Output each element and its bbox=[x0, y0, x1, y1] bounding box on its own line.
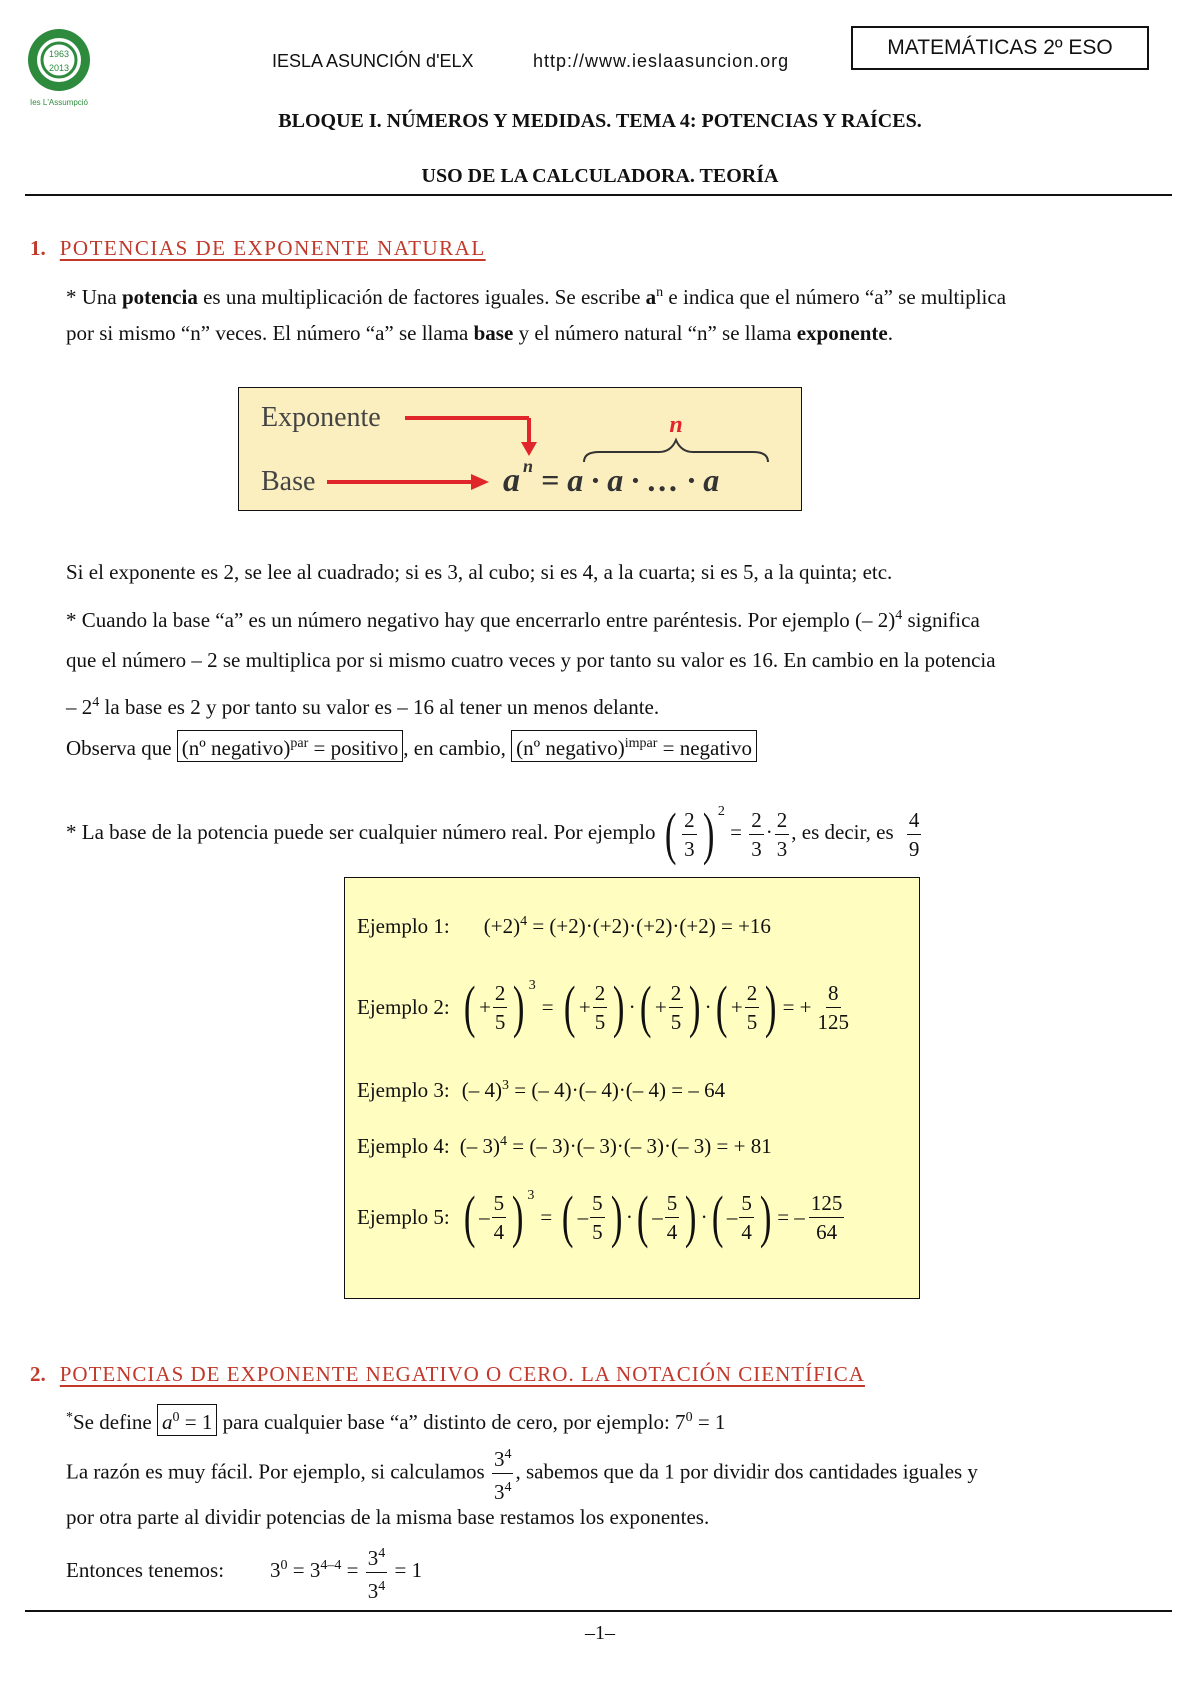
section2-p3: por otra parte al dividir potencias de la misma base restamos los exponentes. bbox=[66, 1505, 710, 1529]
text: para cualquier base “a” distinto de cero, por ejemplo: 7 bbox=[217, 1410, 686, 1434]
sign: + bbox=[654, 994, 667, 1019]
paren-left: ( bbox=[636, 1184, 649, 1249]
section2-p1 bbox=[66, 1403, 725, 1437]
dot: · bbox=[628, 994, 636, 1019]
sign: + bbox=[730, 994, 743, 1019]
section1-p1 bbox=[66, 278, 1006, 312]
text: , en cambio, bbox=[403, 736, 512, 760]
school-logo bbox=[26, 27, 92, 109]
denominator: 3 bbox=[751, 836, 762, 861]
fraction bbox=[492, 1441, 514, 1506]
sup: 4 bbox=[378, 1545, 386, 1561]
diagram-formula-a: a bbox=[503, 462, 520, 499]
text: = 1 bbox=[179, 1410, 213, 1434]
denominator: 5 bbox=[494, 1009, 506, 1034]
fraction bbox=[816, 979, 852, 1036]
school-url[interactable]: http://www.ieslaasuncion.org bbox=[533, 51, 790, 71]
sup: 3 bbox=[527, 1188, 535, 1203]
example-label: Ejemplo 3: bbox=[357, 1078, 450, 1102]
expr: (– 4) bbox=[461, 1078, 502, 1102]
numerator: 2 bbox=[749, 806, 764, 835]
paren-left: ( bbox=[463, 1184, 476, 1249]
denominator: 5 bbox=[594, 1009, 606, 1034]
text: la base es 2 y por tanto su valor es – 16 al tener un menos delante. bbox=[99, 695, 660, 719]
section1-title: POTENCIAS DE EXPONENTE NATURAL bbox=[59, 236, 486, 260]
fraction bbox=[493, 979, 508, 1036]
section1-heading bbox=[30, 236, 486, 261]
sign: – bbox=[726, 1204, 738, 1229]
numerator: 8 bbox=[826, 979, 841, 1008]
term-potencia: potencia bbox=[122, 285, 198, 309]
fraction bbox=[749, 806, 764, 863]
dot: · bbox=[704, 994, 712, 1019]
text: e indica que el número “a” se multiplica bbox=[663, 285, 1007, 309]
school-name: IESLA ASUNCIÓN d'ELX bbox=[272, 51, 474, 71]
numerator: 2 bbox=[775, 806, 790, 835]
text: La razón es muy fácil. Por ejemplo, si calculamos bbox=[66, 1459, 490, 1484]
example-1 bbox=[357, 914, 771, 939]
expr: (+2) bbox=[483, 914, 521, 938]
sup: 0 bbox=[280, 1558, 288, 1573]
logo-caption: Ies L'Assumpció bbox=[30, 98, 88, 107]
paren-left: ( bbox=[664, 801, 677, 867]
text: = 1 bbox=[692, 1410, 726, 1434]
paren-right: ) bbox=[610, 1184, 623, 1249]
dot: · bbox=[765, 820, 773, 844]
text: = 1 bbox=[389, 1558, 423, 1582]
base: 3 bbox=[367, 1545, 379, 1570]
diagram-n-label: n bbox=[669, 412, 683, 438]
example-label: Ejemplo 4: bbox=[357, 1134, 450, 1158]
diagram-svg bbox=[239, 388, 803, 512]
numerator: 2 bbox=[745, 979, 760, 1008]
section2-p2 bbox=[66, 1441, 978, 1506]
denominator: 4 bbox=[666, 1219, 678, 1244]
exponent-arrowhead-icon bbox=[521, 442, 537, 456]
diagram-formula-right: = a · a · … · a bbox=[541, 462, 720, 498]
sup: 4 bbox=[520, 914, 528, 929]
section1-number: 1. bbox=[30, 236, 46, 260]
paren-right: ) bbox=[702, 801, 715, 867]
numerator: 5 bbox=[590, 1189, 605, 1218]
fraction bbox=[775, 806, 790, 863]
text: Se define bbox=[73, 1410, 157, 1434]
example-label: Ejemplo 5: bbox=[357, 1204, 450, 1229]
sup: par bbox=[290, 736, 309, 751]
text: y el número natural “n” se llama bbox=[513, 321, 797, 345]
sup: impar bbox=[624, 736, 658, 751]
paren-left: ( bbox=[711, 1184, 724, 1249]
brace-icon bbox=[584, 440, 768, 462]
base-arrowhead-icon bbox=[471, 474, 489, 490]
denominator: 64 bbox=[816, 1219, 838, 1244]
text: = 3 bbox=[287, 1558, 321, 1582]
sup: 2 bbox=[717, 804, 725, 819]
section2-number: 2. bbox=[30, 1362, 46, 1386]
expr: = (– 4)·(– 4)·(– 4) = – 64 bbox=[509, 1078, 726, 1102]
denominator: 4 bbox=[493, 1219, 505, 1244]
sup: 4 bbox=[504, 1447, 512, 1462]
text: (nº negativo) bbox=[181, 736, 291, 760]
section2-p4 bbox=[66, 1536, 422, 1605]
fraction bbox=[809, 1189, 845, 1246]
text: , sabemos que da 1 por dividir dos cantidades iguales y bbox=[515, 1459, 978, 1484]
numerator: 2 bbox=[682, 806, 697, 835]
text: Entonces tenemos: bbox=[66, 1558, 225, 1582]
sup: 4 bbox=[504, 1480, 512, 1495]
sup: 4–4 bbox=[320, 1558, 342, 1573]
section2-title: POTENCIAS DE EXPONENTE NEGATIVO O CERO. LA NOTACIÓN CIENTÍFICA bbox=[59, 1362, 865, 1386]
denominator: 3 bbox=[776, 836, 788, 861]
text: por si mismo “n” veces. El número “a” se llama bbox=[66, 321, 474, 345]
text: significa bbox=[902, 608, 980, 632]
term-a: a bbox=[645, 285, 657, 309]
expr: = (– 3)·(– 3)·(– 3)·(– 3) = + 81 bbox=[507, 1134, 772, 1158]
rule-box-par bbox=[177, 730, 403, 762]
fraction bbox=[366, 1540, 388, 1605]
paren-left: ( bbox=[715, 974, 728, 1039]
equals: = + bbox=[782, 994, 812, 1019]
example-label: Ejemplo 1: bbox=[357, 914, 450, 938]
logo-year-bottom: 2013 bbox=[48, 63, 70, 73]
fraction bbox=[665, 1189, 680, 1246]
numerator: 2 bbox=[593, 979, 608, 1008]
section2-heading bbox=[30, 1362, 865, 1387]
block-title: BLOQUE I. NÚMEROS Y MEDIDAS. TEMA 4: POTENCIAS Y RAÍCES. bbox=[278, 110, 922, 132]
sup: 4 bbox=[895, 608, 903, 623]
fraction bbox=[492, 1189, 507, 1246]
paren-right: ) bbox=[511, 1184, 524, 1249]
paren-left: ( bbox=[639, 974, 652, 1039]
numerator: 125 bbox=[809, 1189, 845, 1218]
paren-right: ) bbox=[613, 974, 625, 1039]
expr: (– 3) bbox=[459, 1134, 500, 1158]
numerator: 4 bbox=[907, 806, 922, 835]
page-subtitle: USO DE LA CALCULADORA. TEORÍA bbox=[421, 165, 779, 187]
paren-right: ) bbox=[689, 974, 701, 1039]
numerator: 5 bbox=[665, 1189, 680, 1218]
text: = negativo bbox=[657, 736, 753, 760]
example-2 bbox=[357, 974, 853, 1039]
text: = positivo bbox=[308, 736, 399, 760]
text: * La base de la potencia puede ser cualquier número real. Por ejemplo bbox=[66, 820, 661, 844]
section1-p7 bbox=[66, 730, 757, 763]
paren-left: ( bbox=[463, 974, 476, 1039]
text: es una multiplicación de factores iguales. Se escribe bbox=[197, 285, 646, 309]
dot: · bbox=[700, 1204, 708, 1229]
fraction bbox=[745, 979, 760, 1036]
paren-right: ) bbox=[765, 974, 777, 1039]
page-number: –1– bbox=[585, 1622, 615, 1644]
equals: = bbox=[730, 820, 743, 844]
logo-year-top: 1963 bbox=[48, 49, 70, 59]
expr: = (+2)·(+2)·(+2)·(+2) = +16 bbox=[527, 914, 771, 938]
fraction bbox=[593, 979, 608, 1036]
denominator: 9 bbox=[908, 836, 920, 861]
diagram-base-label: Base bbox=[261, 466, 316, 497]
sign: + bbox=[479, 994, 491, 1019]
denominator: 125 bbox=[817, 1009, 850, 1034]
sup-n: n bbox=[656, 285, 664, 300]
denominator: 3 bbox=[684, 836, 695, 861]
base: 3 bbox=[493, 1447, 505, 1471]
sup: 4 bbox=[92, 695, 100, 710]
section1-p5: que el número – 2 se multiplica por si mismo cuatro veces y por tanto su valor es 16. En cambio en la potencia bbox=[66, 648, 996, 672]
term-exponente: exponente bbox=[796, 321, 888, 345]
example-5 bbox=[357, 1184, 846, 1249]
base: 3 bbox=[367, 1578, 379, 1603]
expr: – 2 bbox=[66, 695, 93, 719]
power-diagram bbox=[238, 387, 802, 511]
subject-box: MATEMÁTICAS 2º ESO bbox=[851, 26, 1149, 70]
section1-p8 bbox=[66, 782, 923, 867]
example-label: Ejemplo 2: bbox=[357, 994, 450, 1019]
denominator: 5 bbox=[670, 1009, 682, 1034]
examples-box bbox=[344, 877, 920, 1299]
diagram-exponent-label: Exponente bbox=[261, 402, 381, 433]
sup: 0 bbox=[685, 1410, 693, 1425]
numerator: 5 bbox=[739, 1189, 754, 1218]
sup: 0 bbox=[172, 1410, 180, 1425]
fraction bbox=[682, 806, 697, 863]
section1-p3: Si el exponente es 2, se lee al cuadrado; si es 3, al cubo; si es 4, a la cuarta; si es 5, a la quinta; etc. bbox=[66, 560, 893, 584]
denominator: 5 bbox=[746, 1009, 758, 1034]
var-a: a bbox=[161, 1410, 173, 1434]
asterisk: * bbox=[66, 1410, 73, 1425]
text: = bbox=[341, 1558, 364, 1582]
sup: 4 bbox=[500, 1134, 507, 1149]
fraction bbox=[590, 1189, 605, 1246]
term-base: base bbox=[473, 321, 514, 345]
paren-left: ( bbox=[562, 1184, 574, 1249]
paren-right: ) bbox=[685, 1184, 697, 1249]
fraction bbox=[907, 806, 922, 863]
sign: – bbox=[577, 1204, 589, 1229]
header-rule bbox=[25, 194, 1172, 196]
sup: 4 bbox=[378, 1578, 386, 1594]
text: Observa que bbox=[66, 736, 177, 760]
example-4 bbox=[357, 1134, 772, 1159]
equals: = bbox=[540, 1204, 553, 1229]
text: * Cuando la base “a” es un número negativo hay que encerrarlo entre paréntesis. Por ejemplo bbox=[66, 608, 855, 632]
paren-left: ( bbox=[563, 974, 576, 1039]
denominator: 5 bbox=[592, 1219, 603, 1244]
dot: · bbox=[625, 1204, 633, 1229]
numerator: 2 bbox=[669, 979, 684, 1008]
definition-box bbox=[157, 1404, 217, 1436]
rule-box-impar bbox=[511, 730, 757, 762]
sign: + bbox=[578, 994, 591, 1019]
numerator: 2 bbox=[493, 979, 508, 1008]
logo-icon bbox=[26, 27, 92, 109]
fraction bbox=[669, 979, 684, 1036]
sup: 3 bbox=[502, 1078, 509, 1093]
base: 3 bbox=[270, 1558, 281, 1582]
text: , es decir, es bbox=[791, 820, 894, 844]
sup: 3 bbox=[528, 978, 536, 993]
equals: = bbox=[541, 994, 554, 1019]
numerator: 5 bbox=[492, 1189, 507, 1218]
example-3 bbox=[357, 1078, 725, 1103]
text: . bbox=[887, 321, 893, 345]
text: (nº negativo) bbox=[516, 736, 625, 760]
section1-p2 bbox=[66, 318, 893, 348]
section1-p6 bbox=[66, 688, 659, 722]
numerator bbox=[366, 1540, 388, 1573]
diagram-formula-sup: n bbox=[523, 456, 534, 476]
footer-rule bbox=[25, 1610, 1172, 1612]
text: * Una bbox=[66, 285, 122, 309]
denominator: 4 bbox=[741, 1219, 752, 1244]
base: 3 bbox=[493, 1480, 505, 1504]
paren-right: ) bbox=[513, 974, 525, 1039]
paren-right: ) bbox=[759, 1184, 772, 1249]
equals: = – bbox=[777, 1204, 805, 1229]
numerator bbox=[492, 1441, 514, 1474]
denominator bbox=[366, 1573, 388, 1605]
expr: (– 2) bbox=[854, 608, 896, 632]
fraction bbox=[739, 1189, 754, 1246]
section1-p4 bbox=[66, 601, 980, 635]
sign: – bbox=[652, 1204, 663, 1229]
sign: – bbox=[479, 1204, 490, 1229]
